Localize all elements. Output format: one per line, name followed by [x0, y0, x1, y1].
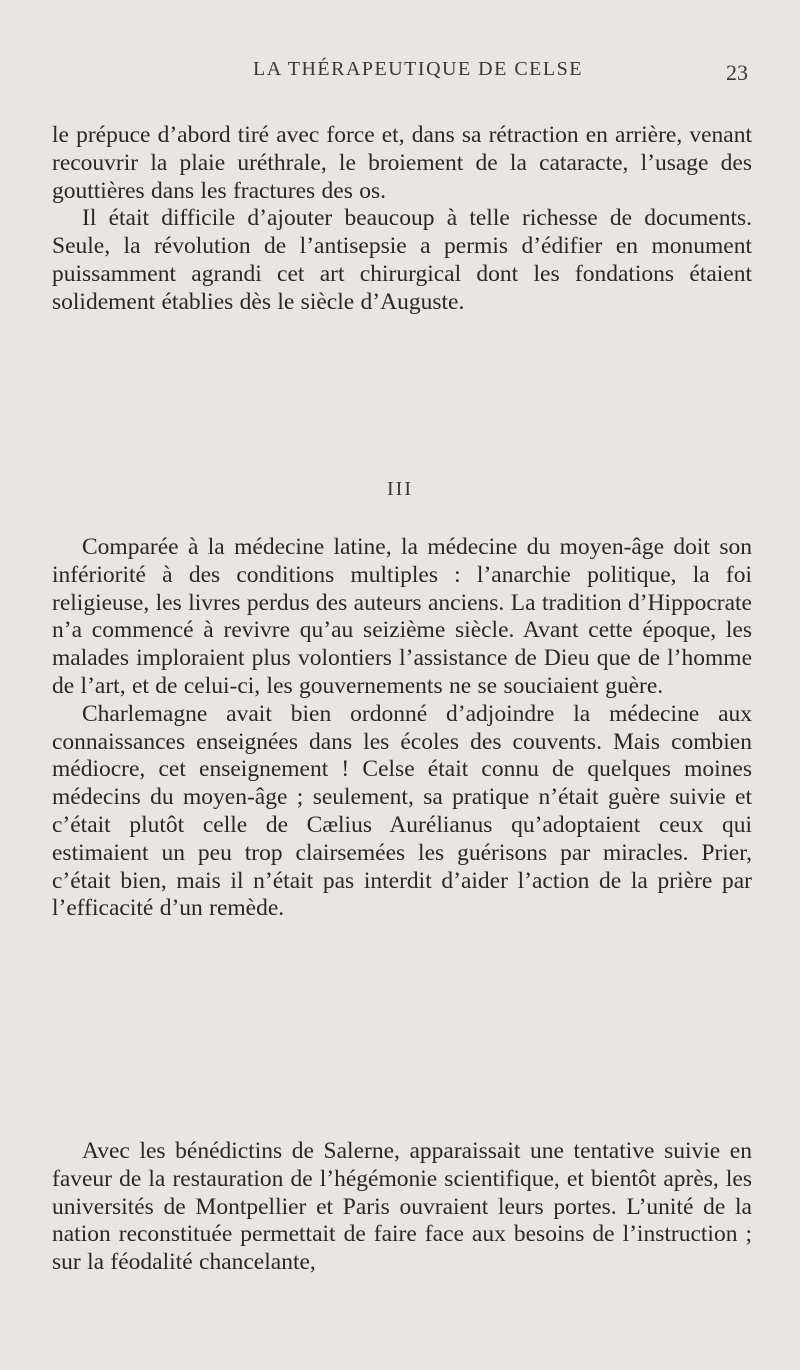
text-block-after-heading [52, 534, 752, 923]
page-number: 23 [726, 60, 748, 85]
paragraph: le prépuce d’abord tiré avec force et, dans sa rétraction en arrière, venant recouvrir la plaie uréthrale, le broiement de la cataracte, l’usage des gouttières dans les fractures des os. [52, 122, 752, 204]
paragraph: Charlemagne avait bien ordonné d’adjoindre la médecine aux connaissances enseignées dans les écoles des couvents. Mais combien médiocre, cet enseignement ! Celse était connu de quelques moines médecins du moyen-âge ; seulement, sa pratique n’était guère suivie et c’était plutôt celle de Cælius Aurélianus qu’adoptaient ceux qui estimaient un peu trop clairsemées les guérisons par miracles. Prier, c’était bien, mais il n’était pas interdit d’aider l’action de la prière par l’efficacité d’un remède. [52, 700, 752, 922]
running-title: LA THÉRAPEUTIQUE DE CELSE [253, 58, 583, 80]
paragraph: Avec les bénédictins de Salerne, apparaissait une tentative suivie en faveur de la restauration de l’hégémonie scientifique, et bientôt après, les universités de Montpellier et Paris ouvraient leurs portes. L’unité de la nation reconstituée permettait de faire face aux besoins de l’instruction ; sur la féodalité chancelante, [52, 1138, 752, 1276]
paragraph: Comparée à la médecine latine, la médecine du moyen-âge doit son infériorité à des conditions multiples : l’anarchie politique, la foi religieuse, les livres perdus des auteurs anciens. La tradition d’Hippocrate n’a commencé à revivre qu’au seizième siècle. Avant cette époque, les malades imploraient plus volontiers l’assistance de Dieu que de l’homme de l’art, et de celui-ci, les gouvernements ne se souciaient guère. [52, 534, 752, 699]
page-header [88, 58, 748, 90]
section-heading: III [387, 478, 413, 500]
text-block-before-heading [52, 122, 752, 317]
text-block-final [52, 1138, 752, 1277]
paragraph: Il était difficile d’ajouter beaucoup à telle richesse de documents. Seule, la révolution de l’antisepsie a permis d’édifier en monument puissamment agrandi cet art chirurgical dont les fondations étaient solidement établies dès le siècle d’Auguste. [52, 205, 752, 315]
